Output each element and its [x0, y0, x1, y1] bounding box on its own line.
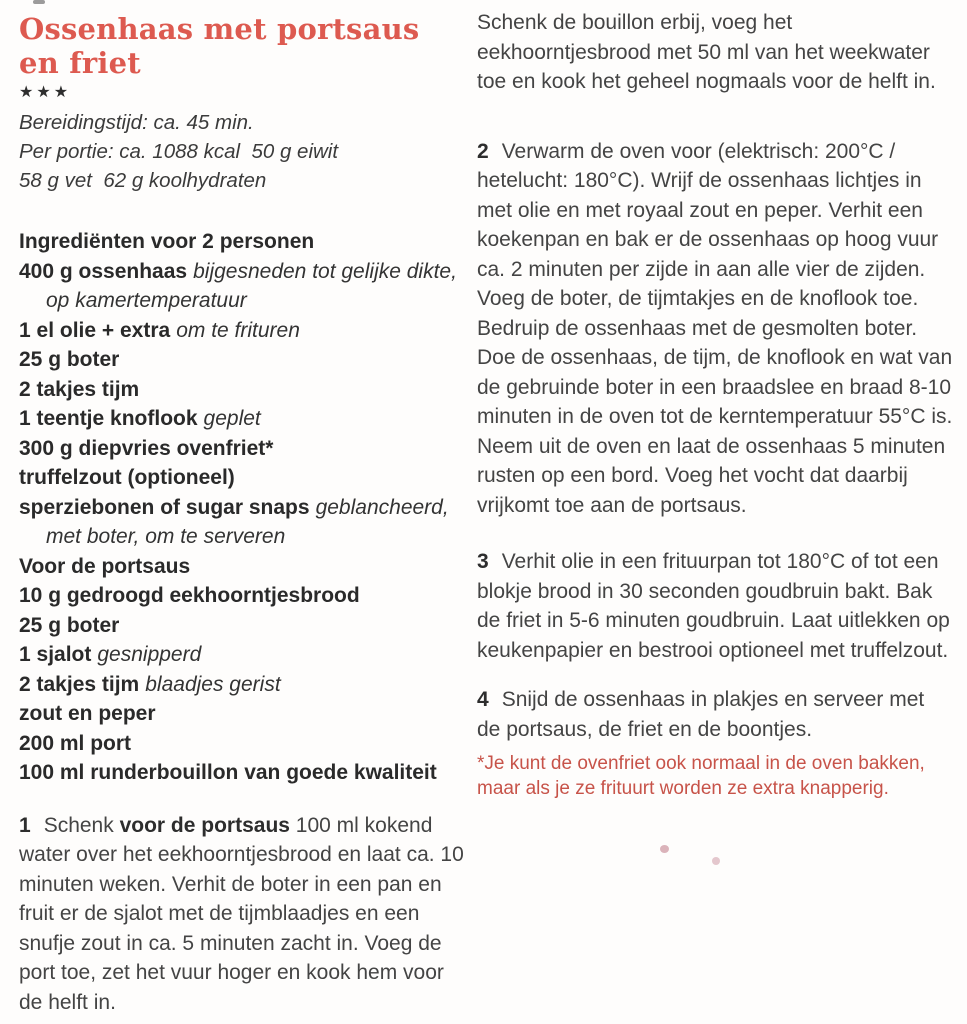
- ingredient-line-continuation: op kamertemperatuur: [46, 289, 247, 312]
- ingredients-heading: Ingrediënten voor 2 personen: [19, 230, 315, 253]
- step-3-paragraph: [477, 547, 953, 665]
- ingredient-line: truffelzout (optioneel): [19, 466, 235, 489]
- step-text-bold: voor de portsaus: [119, 813, 290, 837]
- difficulty-stars: ★★★: [19, 84, 72, 101]
- ingredient-line: sperziebonen of sugar snaps geblancheerd,: [19, 495, 449, 519]
- ingredient-line: 10 g gedroogd eekhoorntjesbrood: [19, 584, 360, 607]
- ingredient-line: 300 g diepvries ovenfriet*: [19, 436, 274, 460]
- ingredient-line: 400 g ossenhaas bijgesneden tot gelijke dikte,: [19, 259, 457, 283]
- ingredient-line: 2 takjes tijm: [19, 377, 140, 401]
- ingredient-line: 1 sjalot gesnipperd: [19, 643, 202, 666]
- scan-artifact-smudge: [33, 0, 45, 4]
- step-text: 100 ml kokend water over het eekhoorntjesbrood en laat ca. 10 minuten weken. Verhit de boter in een pan en fruit er de sjalot met de tijmblaadjes en een snufje zout in ca. 5 minuten zacht in. Voeg de port toe, zet het vuur hoger en kook hem voor de helft in.: [19, 813, 464, 1014]
- step-number: 3: [477, 550, 489, 573]
- prep-time: Bereidingstijd: ca. 45 min.: [19, 111, 254, 134]
- ingredient-line: 25 g boter: [19, 613, 120, 637]
- nutrition-line2: 58 g vet 62 g koolhydraten: [19, 169, 267, 192]
- step-1-paragraph: [19, 811, 466, 1018]
- ingredient-line: 200 ml port: [19, 731, 132, 755]
- ingredients-subheading: Voor de portsaus: [19, 554, 191, 578]
- ingredient-line: zout en peper: [19, 702, 156, 725]
- ingredient-line: 2 takjes tijm blaadjes gerist: [19, 672, 281, 696]
- ingredient-line: 1 teentje knoflook geplet: [19, 407, 261, 430]
- step-text: Verhit olie in een frituurpan tot 180°C of tot een blokje brood in 30 seconden goudbruin bakt. Bak de friet in 5-6 minuten goudbruin. Laat uitlekken op keukenpapier en bestrooi optioneel met truffelzout.: [477, 550, 950, 662]
- ingredient-line-continuation: met boter, om te serveren: [46, 525, 286, 548]
- recipe-meta: [19, 108, 466, 195]
- ingredient-line: 25 g boter: [19, 348, 120, 371]
- recipe-title-line2: en friet: [19, 46, 141, 80]
- ingredients-list: [19, 227, 466, 788]
- step-number: 1: [19, 813, 31, 837]
- step-text: Schenk: [43, 813, 120, 837]
- step-number: 4: [477, 688, 489, 711]
- step-4-paragraph: [477, 685, 953, 744]
- scan-artifact-dot: [660, 845, 669, 853]
- recipe-title: [19, 12, 466, 80]
- step-number: 2: [477, 139, 489, 163]
- step-2-paragraph: [477, 137, 953, 521]
- ingredient-line: 1 el olie + extra om te frituren: [19, 318, 300, 342]
- step-text: Verwarm de oven voor (elektrisch: 200°C / hetelucht: 180°C). Wrijf de ossenhaas lichtjes in met olie en met royaal zout en peper. Verhit een koekenpan en bak er de ossenhaas op hoog vuur ca. 2 minuten per zijde in aan alle vier de zijden. Voeg de boter, de tijmtakjes en de knoflook toe. Bedruip de ossenhaas met de gesmolten boter. Doe de ossenhaas, de tijm, de knoflook en wat van de gebruinde boter in een braadslee en braad 8-10 minuten in de oven tot de kerntemperatuur 55°C is. Neem uit de oven en laat de ossenhaas 5 minuten rusten op een bord. Voeg het vocht dat daarbij vrijkomt toe aan de portsaus.: [477, 139, 953, 517]
- nutrition-line1: Per portie: ca. 1088 kcal 50 g eiwit: [19, 140, 339, 163]
- left-column: [19, 12, 466, 1017]
- ingredient-line: 100 ml runderbouillon van goede kwaliteit: [19, 761, 437, 784]
- oven-fries-footnote: *Je kunt de ovenfriet ook normaal in de oven bakken, maar als je ze frituurt worden ze extra knapperig.: [477, 753, 925, 799]
- scan-artifact-dot: [712, 857, 720, 865]
- right-column: [477, 8, 953, 820]
- recipe-title-line1: Ossenhaas met portsaus: [19, 12, 420, 46]
- step-text: Snijd de ossenhaas in plakjes en serveer met de portsaus, de friet en de boontjes.: [477, 688, 925, 741]
- step-1-continuation-paragraph: Schenk de bouillon erbij, voeg het eekhoorntjesbrood met 50 ml van het weekwater toe en kook het geheel nogmaals voor de helft in.: [477, 11, 936, 93]
